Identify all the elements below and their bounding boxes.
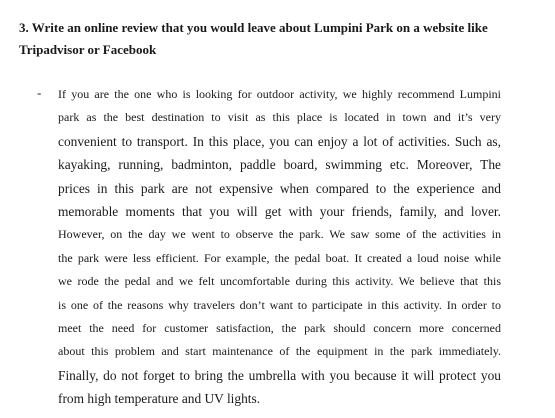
question-heading	[19, 17, 544, 61]
review-line: from high temperature and UV lights.	[58, 391, 261, 407]
review-line: However, on the day we went to observe the park. We saw some of the activities in	[58, 227, 501, 242]
review-line: park as the best destination to visit as this place is located in town and it’s very	[58, 110, 501, 125]
review-line: prices in this park are not expensive when compared to the experience and	[58, 180, 501, 196]
review-paragraph	[58, 83, 501, 410]
review-line: is one of the reasons why travelers don’t want to participate in this activity. In order to	[58, 297, 501, 312]
review-line: about this problem and start maintenance of the equipment in the park immediately.	[58, 344, 501, 359]
review-line: If you are the one who is looking for outdoor activity, we highly recommend Lumpini	[58, 87, 501, 101]
review-line: Finally, do not forget to bring the umbrella with you because it will protect you	[58, 367, 501, 383]
review-line: kayaking, running, badminton, paddle board, swimming etc. Moreover, The	[58, 157, 501, 173]
heading-line: Tripadvisor or Facebook	[19, 42, 157, 57]
review-line: meet the need for customer satisfaction, the park should concern more concerned	[58, 320, 501, 335]
list-bullet: -	[37, 85, 42, 100]
review-line: memorable moments that you will get with your friends, family, and lover.	[58, 203, 501, 219]
review-line: convenient to transport. In this place, you can enjoy a lot of activities. Such as,	[58, 133, 501, 149]
review-line: we rode the pedal and we felt uncomfortable during this activity. We believe that this	[58, 274, 501, 289]
review-line: the park were less efficient. For example, the pedal boat. It created a loud noise while	[58, 250, 501, 265]
heading-line: 3. Write an online review that you would leave about Lumpini Park on a website like	[19, 20, 488, 35]
